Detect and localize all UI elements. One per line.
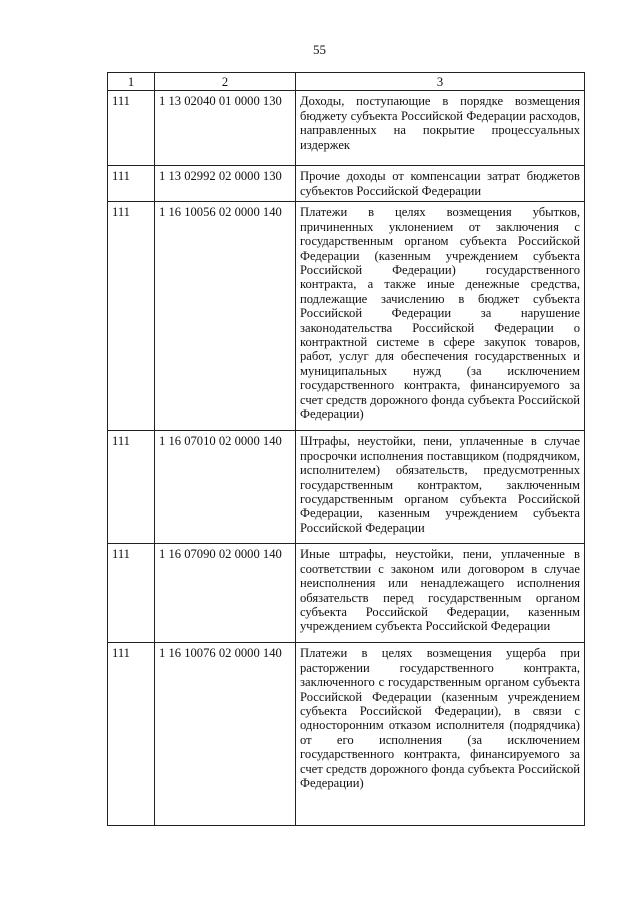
page-number: 55: [313, 42, 326, 57]
revenue-code-cell: 1 16 07010 02 0000 140: [155, 431, 296, 544]
admin-code-cell: 111: [108, 91, 155, 166]
table-row: [108, 91, 585, 166]
admin-code-cell: 111: [108, 544, 155, 643]
admin-code-cell: 111: [108, 166, 155, 202]
description-cell: Штрафы, неустойки, пени, уплаченные в случае просрочки исполнения поставщиком (подрядчиком, исполнителем) обязательств, предусмотренных государственным контрактом, заключенным государственным органом субъекта Российской Федерации, казенным учреждением субъекта Российской Федерации: [296, 431, 585, 544]
admin-code-cell: 111: [108, 431, 155, 544]
admin-code-cell: 111: [108, 643, 155, 826]
table-row: [108, 202, 585, 431]
description-cell: Прочие доходы от компенсации затрат бюджетов субъектов Российской Федерации: [296, 166, 585, 202]
revenue-codes-table: [107, 72, 585, 826]
table-row: [108, 431, 585, 544]
column-header-2: 2: [155, 73, 296, 91]
admin-code-cell: 111: [108, 202, 155, 431]
description-cell: Доходы, поступающие в порядке возмещения бюджету субъекта Российской Федерации расходов, направленных на покрытие процессуальных издержек: [296, 91, 585, 166]
description-cell: Платежи в целях возмещения убытков, причиненных уклонением от заключения с государственным органом субъекта Российской Федерации (казенным учреждением субъекта Российской Федерации) государственного контракта, а также иные денежные средства, подлежащие зачислению в бюджет субъекта Российской Федерации за нарушение законодательства Российской Федерации о контрактной системе в сфере закупок товаров, работ, услуг для обеспечения государственных и муниципальных нужд (за исключением государственного контракта, финансируемого за счет средств дорожного фонда субъекта Российской Федерации): [296, 202, 585, 431]
table-header-row: [108, 73, 585, 91]
revenue-code-cell: 1 16 07090 02 0000 140: [155, 544, 296, 643]
table-row: [108, 544, 585, 643]
description-cell: Платежи в целях возмещения ущерба при расторжении государственного контракта, заключенного с государственным органом субъекта Российской Федерации (казенным учреждением субъекта Российской Федерации), в связи с односторонним отказом исполнителя (подрядчика) от его исполнения (за исключением государственного контракта, финансируемого за счет средств дорожного фонда субъекта Российской Федерации): [296, 643, 585, 826]
revenue-code-cell: 1 16 10076 02 0000 140: [155, 643, 296, 826]
table-row: [108, 166, 585, 202]
table-row: [108, 643, 585, 826]
column-header-1: 1: [108, 73, 155, 91]
revenue-code-cell: 1 13 02040 01 0000 130: [155, 91, 296, 166]
description-cell: Иные штрафы, неустойки, пени, уплаченные в соответствии с законом или договором в случае неисполнения или ненадлежащего исполнения обязательств перед государственным органом субъекта Российской Федерации, казенным учреждением субъекта Российской Федерации: [296, 544, 585, 643]
revenue-code-cell: 1 16 10056 02 0000 140: [155, 202, 296, 431]
revenue-code-cell: 1 13 02992 02 0000 130: [155, 166, 296, 202]
column-header-3: 3: [296, 73, 585, 91]
